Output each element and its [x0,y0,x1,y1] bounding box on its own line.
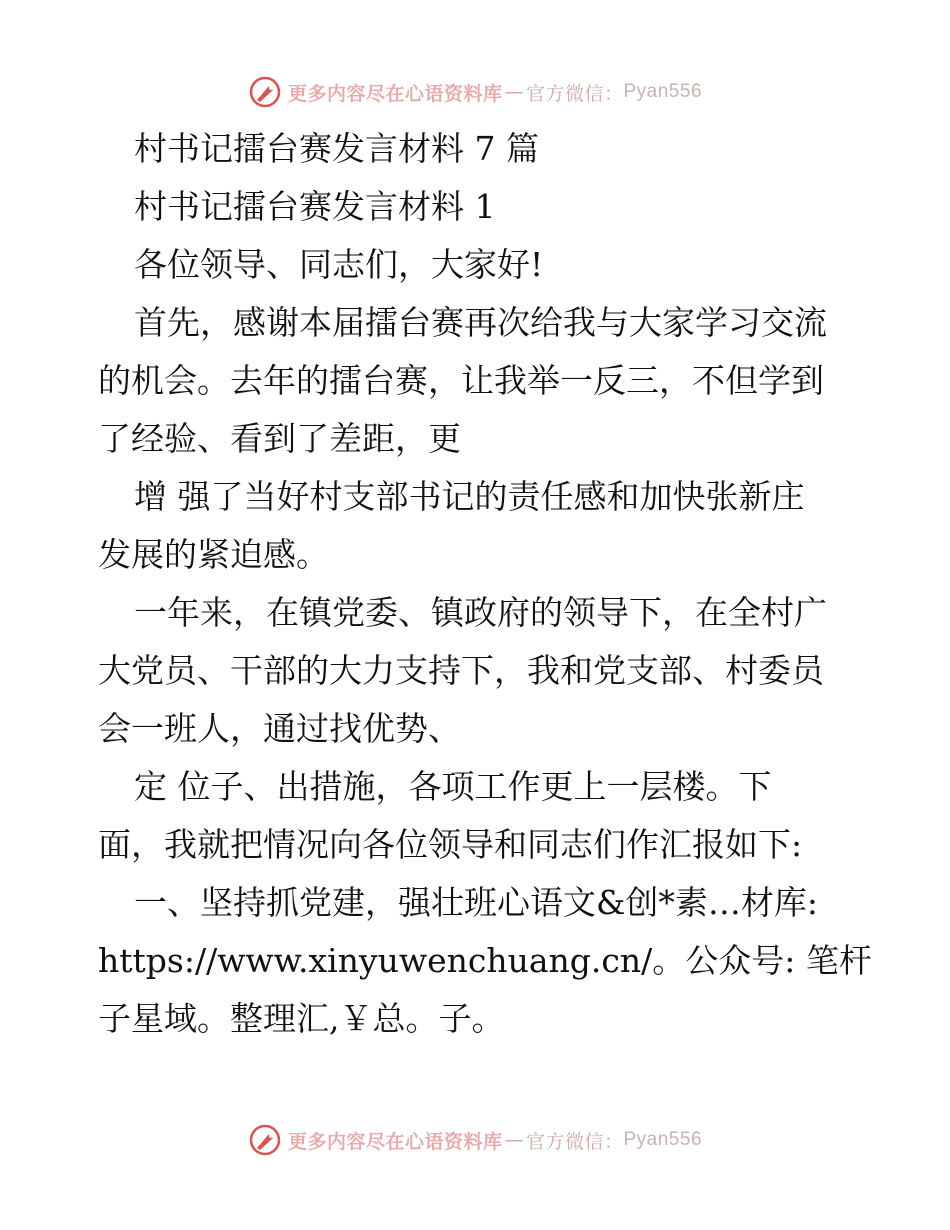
document-body [98,120,872,1048]
text-line: 的机会。去年的擂台赛，让我举一反三，不但学到 [98,361,824,400]
text-line: https://www.xinyuwenchuang.cn/。公众号: 笔杆 [98,941,872,980]
text-line: 一年来，在镇党委、镇政府的领导下，在全村广 [134,593,827,632]
text-line: 子星域。整理汇,￥总。子。 [98,999,505,1038]
pen-nib-circle-icon [248,1123,282,1157]
header-watermark-banner [0,72,950,112]
text-line: 定 位子、出措施，各项工作更上一层楼。下 [134,767,772,806]
text-line: 面，我就把情况向各位领导和同志们作汇报如下: [98,825,803,864]
banner-wechat-id: Pyan556 [623,1129,703,1150]
pen-nib-circle-icon [248,75,282,109]
banner-dash: — [504,1129,524,1151]
banner-dash: — [504,81,524,103]
text-line: 首先，感谢本届擂台赛再次给我与大家学习交流 [134,303,827,342]
text-line: 一、坚持抓党建，强壮班心语文&创*素…材库: [134,883,818,922]
banner-text: 更多内容尽在心语资料库 [287,82,503,105]
text-line: 村书记擂台赛发言材料 1 [134,187,496,226]
text-line: 增 强了当好村支部书记的责任感和加快张新庄 [134,477,805,516]
text-line: 村书记擂台赛发言材料 7 篇 [134,129,539,168]
text-line: 了经验、看到了差距，更 [98,419,461,458]
text-line: 大党员、干部的大力支持下，我和党支部、村委员 [98,651,824,690]
text-line: 各位领导、同志们，大家好! [134,245,544,284]
text-line: 发展的紧迫感。 [98,535,329,574]
footer-watermark-banner [0,1120,950,1160]
banner-label: 官方微信： [525,82,624,105]
banner-wechat-id: Pyan556 [623,81,703,102]
banner-text: 更多内容尽在心语资料库 [287,1130,503,1153]
text-line: 会一班人，通过找优势、 [98,709,461,748]
banner-label: 官方微信： [525,1130,624,1153]
